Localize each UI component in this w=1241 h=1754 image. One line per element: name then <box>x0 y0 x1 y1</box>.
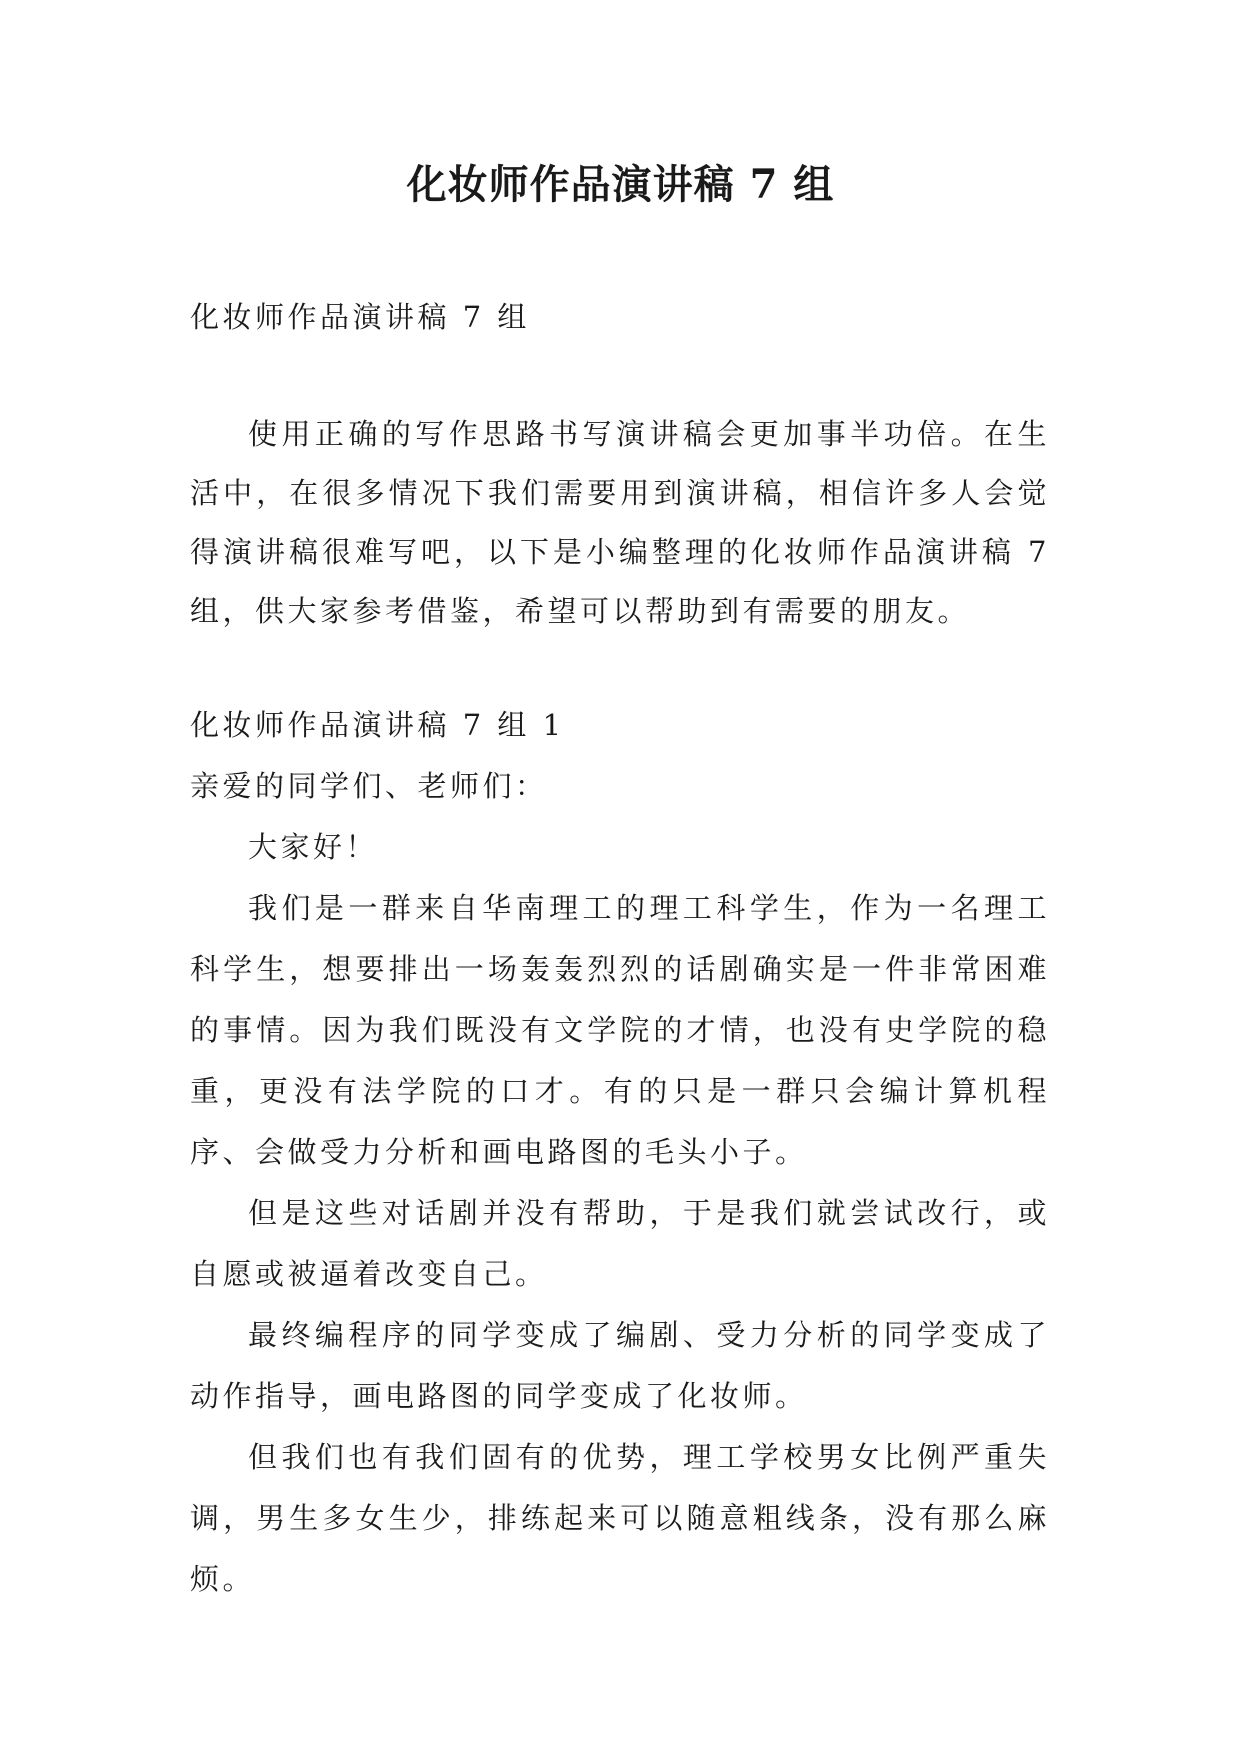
speech-body <box>190 695 1050 1610</box>
section-heading: 化妆师作品演讲稿 7 组 1 <box>190 708 565 742</box>
body-paragraph: 最终编程序的同学变成了编剧、受力分析的同学变成了动作指导，画电路图的同学变成了化妆师。 <box>190 1318 1050 1413</box>
body-paragraph: 我们是一群来自华南理工的理工科学生，作为一名理工科学生，想要排出一场轰轰烈烈的话剧确实是一件非常困难的事情。因为我们既没有文学院的才情，也没有史学院的稳重，更没有法学院的口才。有的只是一群只会编计算机程序、会做受力分析和画电路图的毛头小子。 <box>190 891 1050 1169</box>
intro-paragraph: 使用正确的写作思路书写演讲稿会更加事半功倍。在生活中，在很多情况下我们需要用到演讲稿，相信许多人会觉得演讲稿很难写吧，以下是小编整理的化妆师作品演讲稿 7 组，供大家参考借鉴，希望可以帮助到有需要的朋友。 <box>190 417 1050 628</box>
body-paragraph: 但是这些对话剧并没有帮助，于是我们就尝试改行，或自愿或被逼着改变自己。 <box>190 1196 1050 1291</box>
document-subtitle: 化妆师作品演讲稿 7 组 <box>190 300 530 334</box>
salutation: 亲爱的同学们、老师们： <box>190 769 548 803</box>
body-paragraph: 大家好！ <box>248 830 379 864</box>
document-title: 化妆师作品演讲稿 7 组 <box>406 161 835 208</box>
body-paragraph: 但我们也有我们固有的优势，理工学校男女比例严重失调，男生多女生少，排练起来可以随意粗线条，没有那么麻烦。 <box>190 1440 1050 1596</box>
